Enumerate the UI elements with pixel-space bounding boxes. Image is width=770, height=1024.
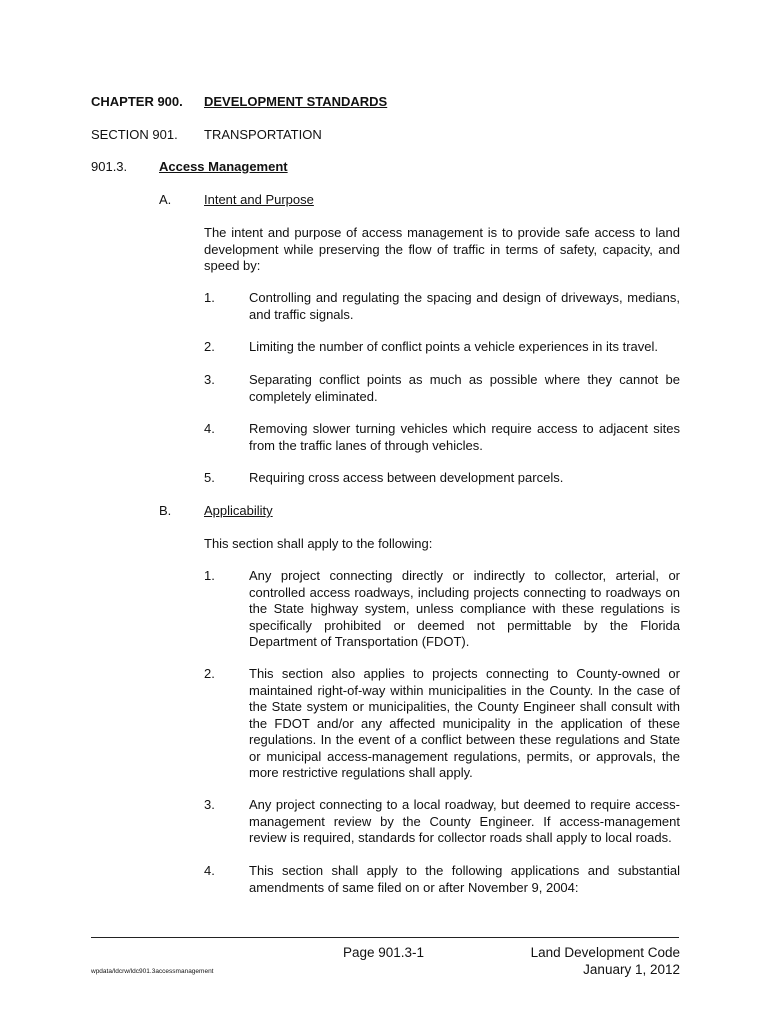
list-item: Any project connecting to a local roadway, but deemed to require access-management review by the County Engineer. If access-management review is required, standards for collector roads shall apply to local roads. xyxy=(249,797,680,845)
footer-divider xyxy=(91,937,679,938)
footer-date: January 1, 2012 xyxy=(583,962,680,977)
part-a-intro: The intent and purpose of access management is to provide safe access to land development while preserving the flow of traffic in terms of safety, capacity, and speed by: xyxy=(204,225,680,273)
section-number: SECTION 901. xyxy=(91,127,178,142)
footer-doc-title: Land Development Code xyxy=(530,945,680,960)
list-item-number: 2. xyxy=(204,666,215,681)
subsection-title: Access Management xyxy=(159,159,288,174)
list-item: This section also applies to projects connecting to County-owned or maintained right-of-way within municipalities in the County. In the case of the State system or municipalities, the County Engineer shall consult with the FDOT and/or any affected municipality in the application of these regulations. In the event of a conflict between these regulations and State or municipal access-management regulations, permits, or approvals, the more restrictive regulations shall apply. xyxy=(249,666,680,780)
list-item-number: 3. xyxy=(204,797,215,812)
list-item: Controlling and regulating the spacing and design of driveways, medians, and traffic signals. xyxy=(249,290,680,322)
chapter-number: CHAPTER 900. xyxy=(91,94,183,109)
section-title: TRANSPORTATION xyxy=(204,127,322,142)
list-item: Limiting the number of conflict points a vehicle experiences in its travel. xyxy=(249,339,658,354)
footer-file-path: wpdata/ldcrw/ldc901.3accessmanagement xyxy=(91,968,214,975)
list-item-number: 3. xyxy=(204,372,215,387)
part-b-letter: B. xyxy=(159,503,172,518)
list-item-number: 4. xyxy=(204,863,215,878)
part-a-letter: A. xyxy=(159,192,172,207)
footer-page-number: Page 901.3-1 xyxy=(343,945,425,960)
list-item-number: 1. xyxy=(204,568,215,583)
list-item: Separating conflict points as much as possible where they cannot be completely eliminated. xyxy=(249,372,680,404)
part-b-intro: This section shall apply to the following: xyxy=(204,536,433,551)
subsection-number: 901.3. xyxy=(91,159,128,174)
list-item: This section shall apply to the following applications and substantial amendments of same filed on or after November 9, 2004: xyxy=(249,863,680,895)
list-item: Removing slower turning vehicles which require access to adjacent sites from the traffic lanes of through vehicles. xyxy=(249,421,680,453)
list-item-number: 4. xyxy=(204,421,215,436)
list-item: Any project connecting directly or indirectly to collector, arterial, or controlled access roadways, including projects connecting to roadways on the State highway system, unless compliance with these regulations is specifically prohibited or deemed not permittable by the Florida Department of Transportation (FDOT). xyxy=(249,568,680,649)
list-item-number: 2. xyxy=(204,339,215,354)
part-a-heading: Intent and Purpose xyxy=(204,192,314,207)
list-item: Requiring cross access between development parcels. xyxy=(249,470,564,485)
part-b-heading: Applicability xyxy=(204,503,273,518)
list-item-number: 5. xyxy=(204,470,215,485)
chapter-title: DEVELOPMENT STANDARDS xyxy=(204,94,388,109)
list-item-number: 1. xyxy=(204,290,215,305)
